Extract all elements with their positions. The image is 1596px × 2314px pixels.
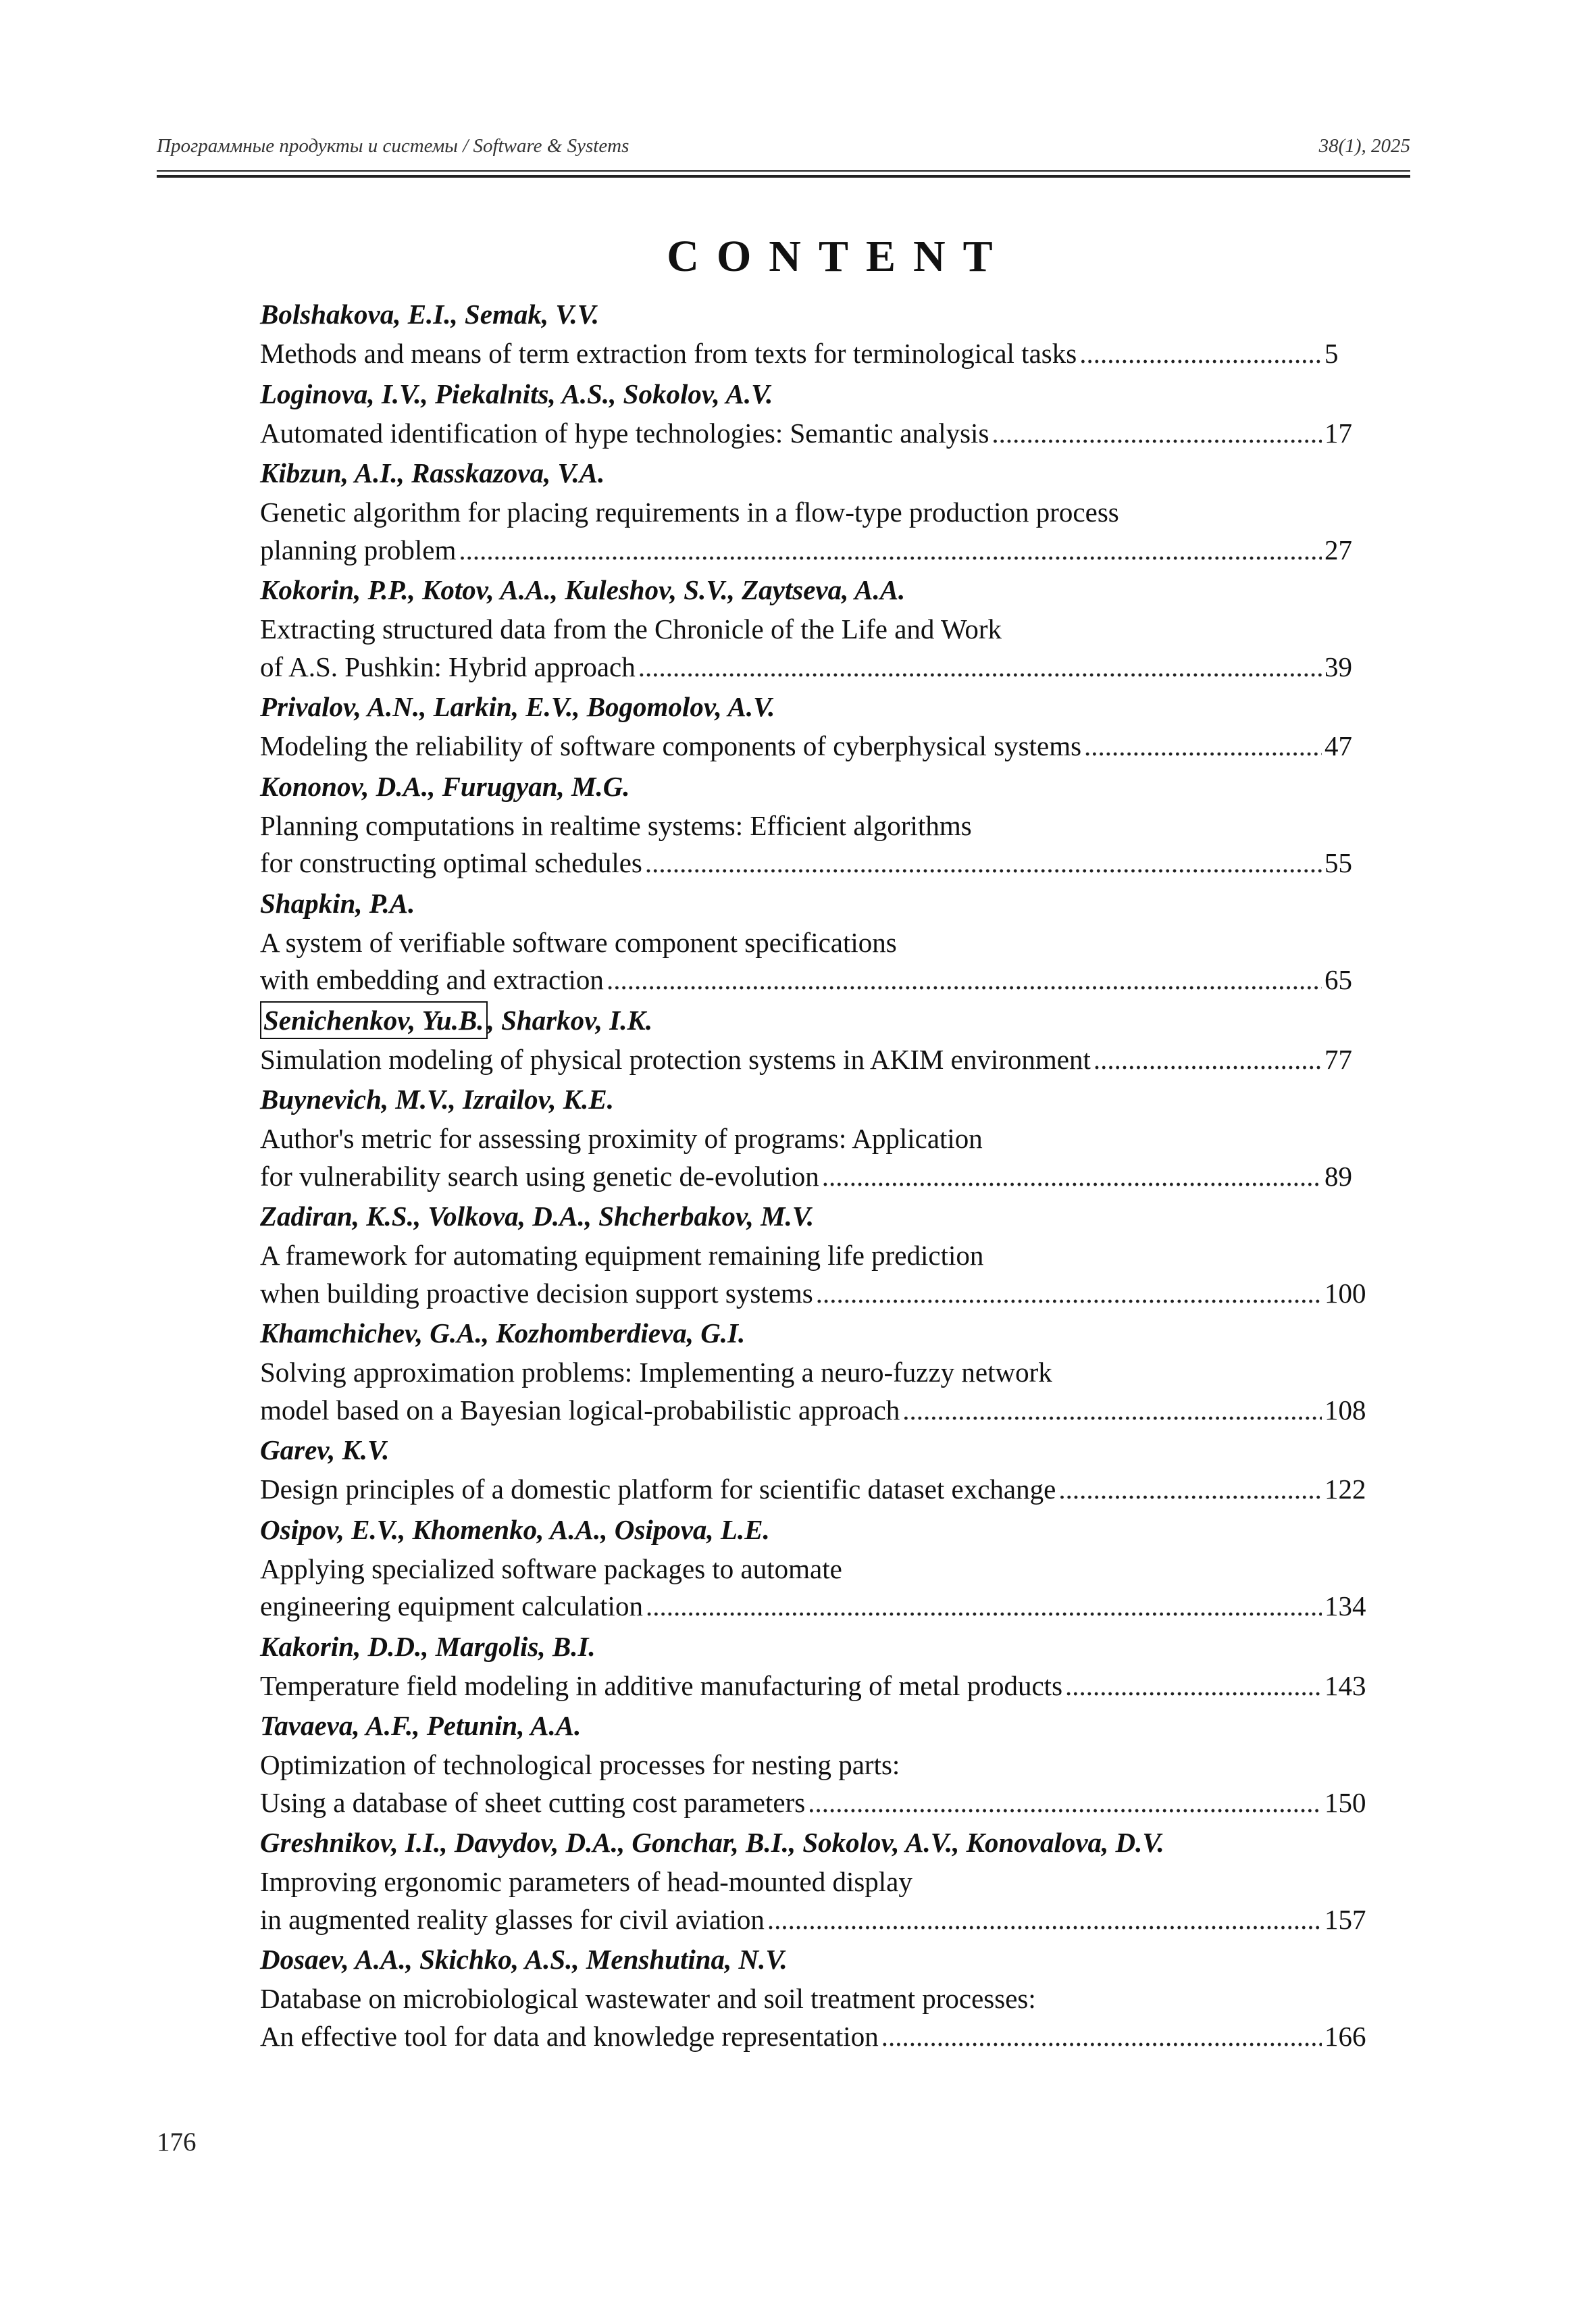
toc-title-last-line — [260, 1901, 1374, 1939]
dot-leader — [767, 1901, 1322, 1939]
toc-entry — [260, 1429, 1374, 1509]
toc-title-last-line — [260, 961, 1374, 999]
toc-title-text: Temperature field modeling in additive manufacturing of metal products — [260, 1669, 1063, 1701]
toc-authors — [260, 765, 1374, 807]
toc-title-text: Automated identification of hype technologies: Semantic analysis — [260, 417, 989, 449]
toc-title-line: Author's metric for assessing proximity of programs: Application — [260, 1123, 983, 1154]
toc-authors-text: Bolshakova, E.I., Semak, V.V. — [260, 299, 600, 330]
toc-title-text: Modeling the reliability of software components of cyberphysical systems — [260, 730, 1082, 761]
page-number: 176 — [157, 2128, 197, 2157]
toc-entry — [260, 293, 1374, 373]
toc-authors — [260, 1509, 1374, 1551]
toc-authors-text: Greshnikov, I.I., Davydov, D.A., Gonchar, B.I., Sokolov, A.V., Konovalova, D.V. — [260, 1827, 1164, 1858]
dot-leader — [646, 1588, 1322, 1626]
toc-title-line: Database on microbiological wastewater and soil treatment processes: — [260, 1983, 1036, 2014]
toc-title-last-line — [260, 1667, 1374, 1705]
toc-authors — [260, 1195, 1374, 1237]
toc-title-last-line — [260, 1784, 1374, 1822]
toc-page-number: 55 — [1324, 847, 1352, 878]
toc-authors — [260, 1938, 1374, 1980]
toc-page-number: 134 — [1324, 1590, 1366, 1621]
toc-authors — [260, 686, 1374, 728]
toc-title-text: of A.S. Pushkin: Hybrid approach — [260, 651, 636, 682]
toc-authors-text: Kokorin, P.P., Kotov, A.A., Kuleshov, S.V., Zaytseva, A.A. — [260, 574, 906, 605]
toc-page-number: 108 — [1324, 1394, 1366, 1426]
toc-entry — [260, 569, 1374, 686]
toc-title-line: A framework for automating equipment remaining life prediction — [260, 1240, 984, 1271]
dot-leader — [607, 961, 1322, 999]
toc-authors-text: Zadiran, K.S., Volkova, D.A., Shcherbakov, M.V. — [260, 1201, 815, 1232]
dot-leader — [459, 532, 1322, 570]
toc-authors-text: Tavaeva, A.F., Petunin, A.A. — [260, 1710, 582, 1741]
toc-title-line: Improving ergonomic parameters of head-mounted display — [260, 1866, 912, 1897]
toc-title-last-line — [260, 532, 1374, 570]
toc-authors-highlighted: Senichenkov, Yu.B. — [260, 1001, 488, 1039]
toc-title-text: Using a database of sheet cutting cost parameters — [260, 1786, 806, 1818]
toc-title-text: Methods and means of term extraction from texts for terminological tasks — [260, 338, 1077, 369]
toc-authors-text: Loginova, I.V., Piekalnits, A.S., Sokolov, A.V. — [260, 378, 773, 409]
toc-authors — [260, 882, 1374, 924]
dot-leader — [1084, 728, 1322, 765]
toc-title-line: Applying specialized software packages to automate — [260, 1553, 842, 1584]
toc-page-number: 39 — [1324, 651, 1352, 682]
toc-authors-text: Osipov, E.V., Khomenko, A.A., Osipova, L.E. — [260, 1513, 770, 1545]
toc-authors — [260, 452, 1374, 494]
toc-authors — [260, 293, 1374, 335]
toc-entry — [260, 1509, 1374, 1626]
toc-title-last-line — [260, 415, 1374, 453]
toc-title-last-line — [260, 728, 1374, 765]
issue-number: 38(1), 2025 — [1318, 135, 1410, 157]
toc-authors — [260, 1705, 1374, 1746]
toc-page-number: 47 — [1324, 730, 1352, 761]
toc-title-line: Planning computations in realtime systems: Efficient algorithms — [260, 809, 972, 841]
dot-leader — [1065, 1667, 1322, 1705]
toc-title-text: with embedding and extraction — [260, 964, 604, 995]
dot-leader — [992, 415, 1322, 453]
dot-leader — [822, 1158, 1322, 1196]
toc-page-number: 122 — [1324, 1474, 1366, 1505]
toc-authors — [260, 1429, 1374, 1471]
toc-page-number: 150 — [1324, 1786, 1366, 1818]
toc-page-number: 27 — [1324, 534, 1352, 565]
toc-title-line: Extracting structured data from the Chronicle of the Life and Work — [260, 613, 1002, 645]
dot-leader — [1058, 1471, 1322, 1509]
toc-title-text: for constructing optimal schedules — [260, 847, 642, 878]
toc-page-number: 166 — [1324, 2020, 1366, 2052]
toc-title-text: for vulnerability search using genetic de-evolution — [260, 1160, 819, 1192]
journal-title: Программные продукты и системы / Software & Systems — [157, 135, 629, 157]
toc-page-number: 100 — [1324, 1277, 1366, 1309]
toc-title-text: when building proactive decision support systems — [260, 1277, 813, 1309]
dot-leader — [1093, 1041, 1322, 1079]
dot-leader — [902, 1392, 1322, 1430]
toc-entry — [260, 1626, 1374, 1705]
toc-title-last-line — [260, 1588, 1374, 1626]
toc-title-last-line — [260, 649, 1374, 686]
toc-title-last-line — [260, 1392, 1374, 1430]
toc-entry — [260, 1078, 1374, 1195]
toc-entry — [260, 882, 1374, 999]
toc-title-text: Design principles of a domestic platform for scientific dataset exchange — [260, 1474, 1056, 1505]
dot-leader — [1079, 335, 1322, 373]
toc-authors-text: Kononov, D.A., Furugyan, M.G. — [260, 770, 630, 802]
toc-authors-text: Kakorin, D.D., Margolis, B.I. — [260, 1630, 596, 1662]
dot-leader — [808, 1784, 1322, 1822]
toc-authors-text: Kibzun, A.I., Rasskazova, V.A. — [260, 457, 605, 488]
toc-title-line: Solving approximation problems: Implementing a neuro-fuzzy network — [260, 1357, 1052, 1388]
toc-page-number: 89 — [1324, 1160, 1352, 1192]
toc-authors — [260, 1312, 1374, 1354]
toc-title-last-line — [260, 335, 1374, 373]
dot-leader — [638, 649, 1322, 686]
toc-page-number: 143 — [1324, 1669, 1366, 1701]
toc-authors — [260, 373, 1374, 415]
toc-page-number: 77 — [1324, 1043, 1352, 1075]
toc-authors-text: Dosaev, A.A., Skichko, A.S., Menshutina, N.V. — [260, 1944, 788, 1975]
toc-title-last-line — [260, 1471, 1374, 1509]
toc-title-text: An effective tool for data and knowledge representation — [260, 2020, 879, 2052]
toc-title-text: Simulation modeling of physical protection systems in AKIM environment — [260, 1043, 1091, 1075]
toc-title-line: Genetic algorithm for placing requirements in a flow-type production process — [260, 497, 1119, 528]
toc-title-text: in augmented reality glasses for civil aviation — [260, 1903, 765, 1935]
toc-entry — [260, 1195, 1374, 1312]
header-rule-thin — [157, 170, 1410, 172]
toc-entry — [260, 1705, 1374, 1821]
dot-leader — [645, 845, 1322, 882]
toc-authors — [260, 1078, 1374, 1120]
toc-page-number: 65 — [1324, 964, 1352, 995]
toc-title-last-line — [260, 1041, 1374, 1079]
toc-entry — [260, 1312, 1374, 1429]
toc-title-last-line — [260, 845, 1374, 882]
toc-entry — [260, 1938, 1374, 2055]
toc-authors-text: Privalov, A.N., Larkin, E.V., Bogomolov, A.V. — [260, 691, 775, 722]
toc-authors-text: , Sharkov, I.K. — [487, 1004, 653, 1036]
toc-title-text: planning problem — [260, 534, 457, 565]
toc-title-last-line — [260, 1275, 1374, 1313]
toc-title-line: A system of verifiable software component specifications — [260, 926, 897, 958]
toc-page-number: 17 — [1324, 417, 1352, 449]
toc-authors — [260, 569, 1374, 611]
toc-entry — [260, 1821, 1374, 1938]
dot-leader — [816, 1275, 1322, 1313]
toc-title-line: Optimization of technological processes for nesting parts: — [260, 1749, 900, 1780]
toc-authors-text: Buynevich, M.V., Izrailov, K.E. — [260, 1084, 614, 1115]
running-head — [157, 135, 1410, 165]
toc-authors — [260, 1626, 1374, 1667]
toc-page-number: 5 — [1324, 338, 1339, 369]
toc-entry — [260, 452, 1374, 569]
toc-authors-text: Shapkin, P.A. — [260, 887, 415, 919]
dot-leader — [881, 2018, 1322, 2056]
toc-authors — [260, 999, 1374, 1041]
toc-title-text: engineering equipment calculation — [260, 1590, 643, 1621]
table-of-contents — [260, 293, 1374, 2055]
toc-page-number: 157 — [1324, 1903, 1366, 1935]
toc-authors — [260, 1821, 1374, 1863]
toc-title-last-line — [260, 2018, 1374, 2056]
toc-title-last-line — [260, 1158, 1374, 1196]
toc-entry — [260, 999, 1374, 1079]
page-title: CONTENT — [667, 232, 1010, 282]
toc-authors-text: Garev, K.V. — [260, 1434, 390, 1465]
toc-entry — [260, 765, 1374, 882]
header-rule-thick — [157, 175, 1410, 178]
toc-entry — [260, 373, 1374, 453]
toc-authors-text: Khamchichev, G.A., Kozhomberdieva, G.I. — [260, 1317, 746, 1349]
toc-entry — [260, 686, 1374, 765]
toc-title-text: model based on a Bayesian logical-probabilistic approach — [260, 1394, 900, 1426]
